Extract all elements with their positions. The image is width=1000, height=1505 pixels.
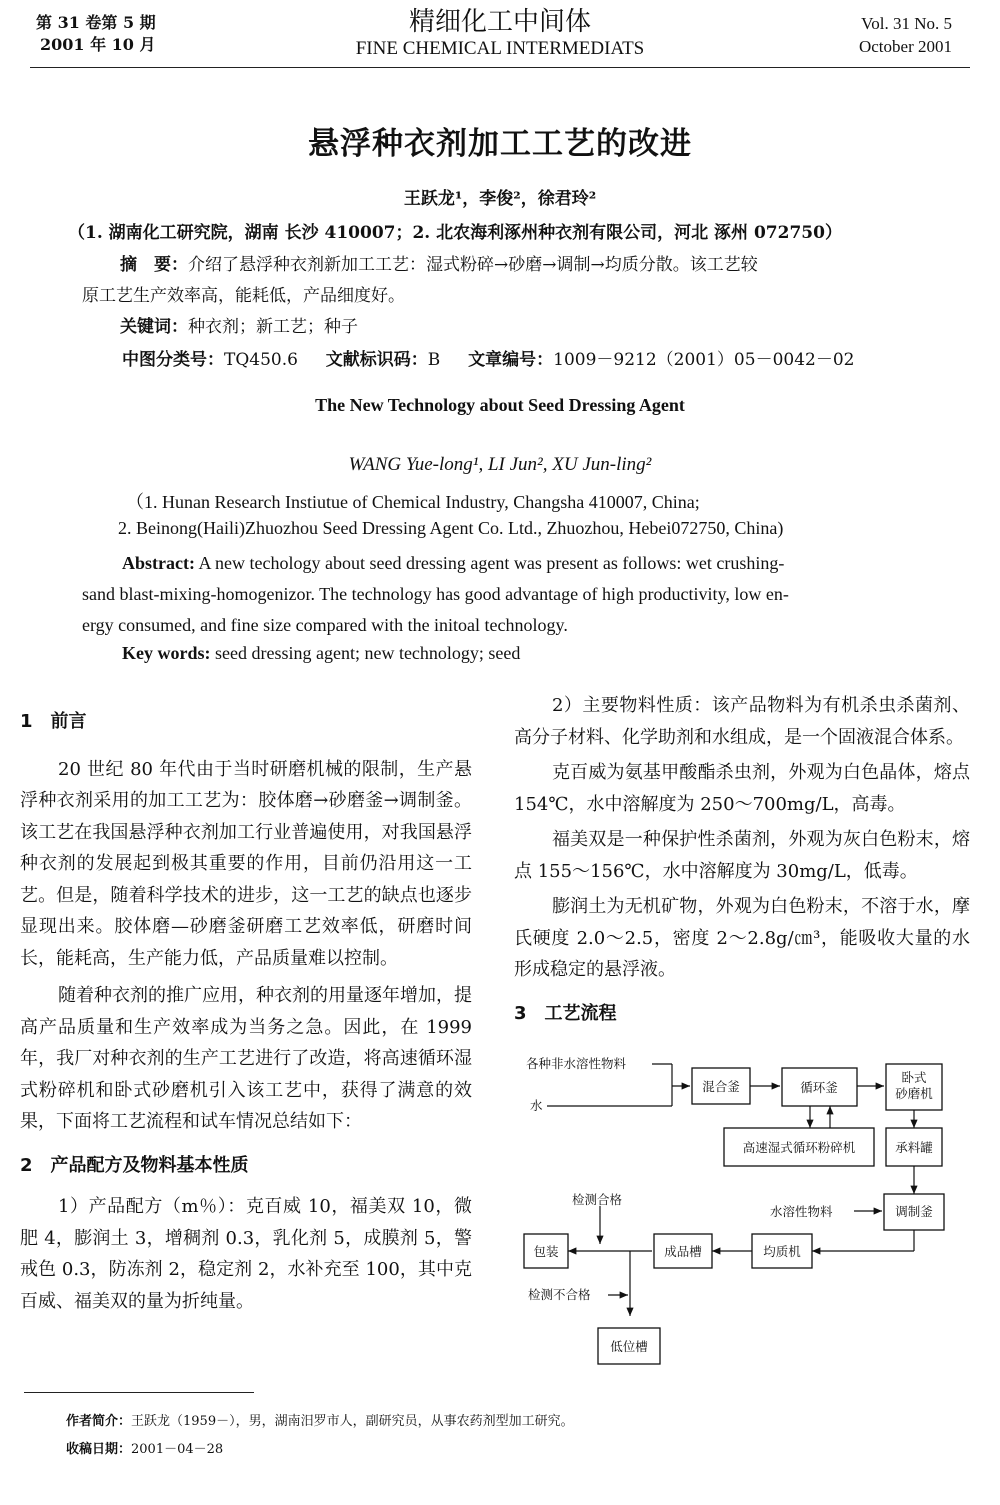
right-column	[514, 690, 970, 1029]
volume-en: Vol. 31 No. 5	[861, 14, 952, 33]
author-bio-label: 作者简介：	[66, 1414, 132, 1429]
paper-title-en: The New Technology about Seed Dressing Agent	[315, 395, 685, 415]
abstract-cn-label: 摘 要：	[120, 255, 188, 275]
keywords-en-text: seed dressing agent; new technology; seed	[210, 643, 521, 663]
journal-title-en: FINE CHEMICAL INTERMEDIATS	[355, 38, 645, 59]
date-cn: 2001 年 10 月	[40, 35, 156, 54]
keywords-cn: 种衣剂；新工艺；种子	[188, 317, 358, 337]
article-no-value: 1009－9212（2001）05－0042－02	[553, 350, 855, 370]
author-bio-text: 王跃龙（1959－），男，湖南汨罗市人，副研究员，从事农药剂型加工研究。	[131, 1414, 574, 1429]
abstract-en-text1: A new techology about seed dressing agent was present as follows: wet crushing-	[194, 553, 785, 573]
received-value: 2001－04－28	[131, 1442, 224, 1457]
received-date	[66, 1438, 223, 1457]
process-flowchart	[512, 1048, 972, 1378]
abstract-en-label: Abstract:	[122, 553, 195, 573]
left-column	[20, 690, 472, 1317]
paragraph-carbofuran: 克百威为氨基甲酸酯杀虫剂，外观为白色晶体，熔点 154℃，水中溶解度为 250～700mg/L，高毒。	[514, 762, 970, 815]
clc-value: TQ450.6	[224, 350, 298, 370]
flow-input-2: 水	[530, 1098, 543, 1113]
affiliation-en-1: （1. Hunan Research Instiutue of Chemical Industry, Changsha 410007, China;	[126, 492, 700, 512]
paragraph-thiram: 福美双是一种保护性杀菌剂，外观为灰白色粉末，熔点 155～156℃，水中溶解度为 30mg/L，低毒。	[514, 829, 970, 882]
flow-pass-label: 检测合格	[572, 1192, 623, 1207]
flow-receiver-label: 承料罐	[895, 1140, 933, 1155]
flow-mill-label-2: 砂磨机	[895, 1086, 933, 1101]
doc-code-value: B	[427, 350, 441, 370]
clc-label: 中图分类号：	[122, 350, 224, 370]
abstract-cn-line2: 原工艺生产效率高，能耗低，产品细度好。	[82, 286, 405, 306]
keywords-cn-label: 关键词：	[120, 317, 188, 337]
section-heading-3: 3 工艺流程	[514, 1002, 617, 1024]
authors-cn: 王跃龙¹，李俊²，徐君玲²	[403, 189, 597, 209]
doc-code-label: 文献标识码：	[325, 350, 428, 370]
flow-mix-label: 混合釜	[702, 1079, 740, 1094]
paragraph-intro-2: 随着种衣剂的推广应用，种衣剂的用量逐年增加，提高产品质量和生产效率成为当务之急。因此，在 1999 年，我厂对种衣剂的生产工艺进行了改造，将高速循环湿式粉碎机和卧式砂磨机引入该工艺中，获得了满意的效果，下面将工艺流程和试车情况总结如下：	[20, 985, 472, 1132]
flow-pack-label: 包装	[533, 1244, 559, 1259]
flow-homog-label: 均质机	[763, 1244, 801, 1259]
journal-title-cn: 精细化工中间体	[408, 7, 591, 37]
affiliation-en-2: 2. Beinong(Haili)Zhuozhou Seed Dressing Agent Co. Ltd., Zhuozhou, Hebei072750, China)	[118, 518, 784, 538]
date-en: October 2001	[858, 37, 952, 56]
flow-fail-label: 检测不合格	[528, 1287, 591, 1302]
flow-low-label: 低位槽	[610, 1339, 648, 1354]
section-heading-2: 2 产品配方及物料基本性质	[20, 1154, 249, 1176]
keywords-en	[122, 643, 520, 664]
issue-info-en	[859, 12, 952, 58]
abstract-cn	[82, 250, 922, 343]
paper-title-cn: 悬浮种衣剂加工工艺的改进	[308, 126, 692, 162]
paragraph-materials: 2）主要物料性质：该产品物料为有机杀虫杀菌剂、高分子材料、化学助剂和水组成，是一个固液混合体系。	[514, 695, 970, 748]
affiliations-cn: （1. 湖南化工研究院，湖南 长沙 410007；2. 北农海利涿州种衣剂有限公司，河北 涿州 072750）	[68, 223, 842, 243]
flow-product-label: 成品槽	[664, 1244, 702, 1259]
flow-mill-label-1: 卧式	[901, 1070, 927, 1085]
received-label: 收稿日期：	[66, 1442, 132, 1457]
author-bio	[66, 1410, 574, 1429]
journal-title	[0, 6, 1000, 60]
footnote-divider	[24, 1392, 254, 1393]
paragraph-bentonite: 膨润土为无机矿物，外观为白色粉末，不溶于水，摩氏硬度 2.0～2.5，密度 2～2.8g/㎝³，能吸收大量的水形成稳定的悬浮液。	[514, 896, 970, 980]
classification-line	[122, 345, 854, 370]
section-heading-1: 1 前言	[20, 711, 87, 732]
volume-cn: 第 31 卷第 5 期	[36, 13, 156, 32]
abstract-en-text3: ergy consumed, and fine size compared with the initoal technology.	[82, 615, 568, 635]
abstract-en-text2: sand blast-mixing-homogenizor. The technology has good advantage of high productivity, low en-	[82, 584, 789, 604]
flow-crusher-label: 高速湿式循环粉碎机	[742, 1140, 856, 1155]
flow-water-soluble-label: 水溶性物料	[770, 1204, 833, 1219]
paragraph-formula: 1）产品配方（m％）：克百威 10，福美双 10，微肥 4，膨润土 3，增稠剂 0.3，乳化剂 5，成膜剂 5，警戒色 0.3，防冻剂 2，稳定剂 2，水补充至 100，其中克百威、福美双的量为折纯量。	[20, 1196, 472, 1312]
keywords-en-label: Key words:	[122, 643, 211, 663]
article-no-label: 文章编号：	[468, 350, 554, 370]
authors-en: WANG Yue-long¹, LI Jun², XU Jun-ling²	[348, 454, 652, 475]
flow-input-1: 各种非水溶性物料	[526, 1056, 627, 1071]
abstract-en	[82, 548, 908, 641]
flow-cycle-label: 循环釜	[800, 1080, 838, 1095]
paragraph-intro-1: 20 世纪 80 年代由于当时研磨机械的限制，生产悬浮种衣剂采用的加工工艺为：胶体磨→砂磨釜→调制釜。该工艺在我国悬浮种衣剂加工行业普遍使用，对我国悬浮种衣剂的发展起到极其重要的作用，目前仍沿用这一工艺。但是，随着科学技术的进步，这一工艺的缺点也逐步显现出来。胶体磨—砂磨釜研磨工艺效率低，研磨时间长，能耗高，生产能力低，产品质量难以控制。	[20, 758, 472, 969]
header-divider	[30, 67, 970, 68]
flow-adjust-label: 调制釜	[895, 1204, 933, 1219]
abstract-cn-line1: 介绍了悬浮种衣剂新加工工艺：湿式粉碎→砂磨→调制→均质分散。该工艺较	[188, 255, 758, 275]
